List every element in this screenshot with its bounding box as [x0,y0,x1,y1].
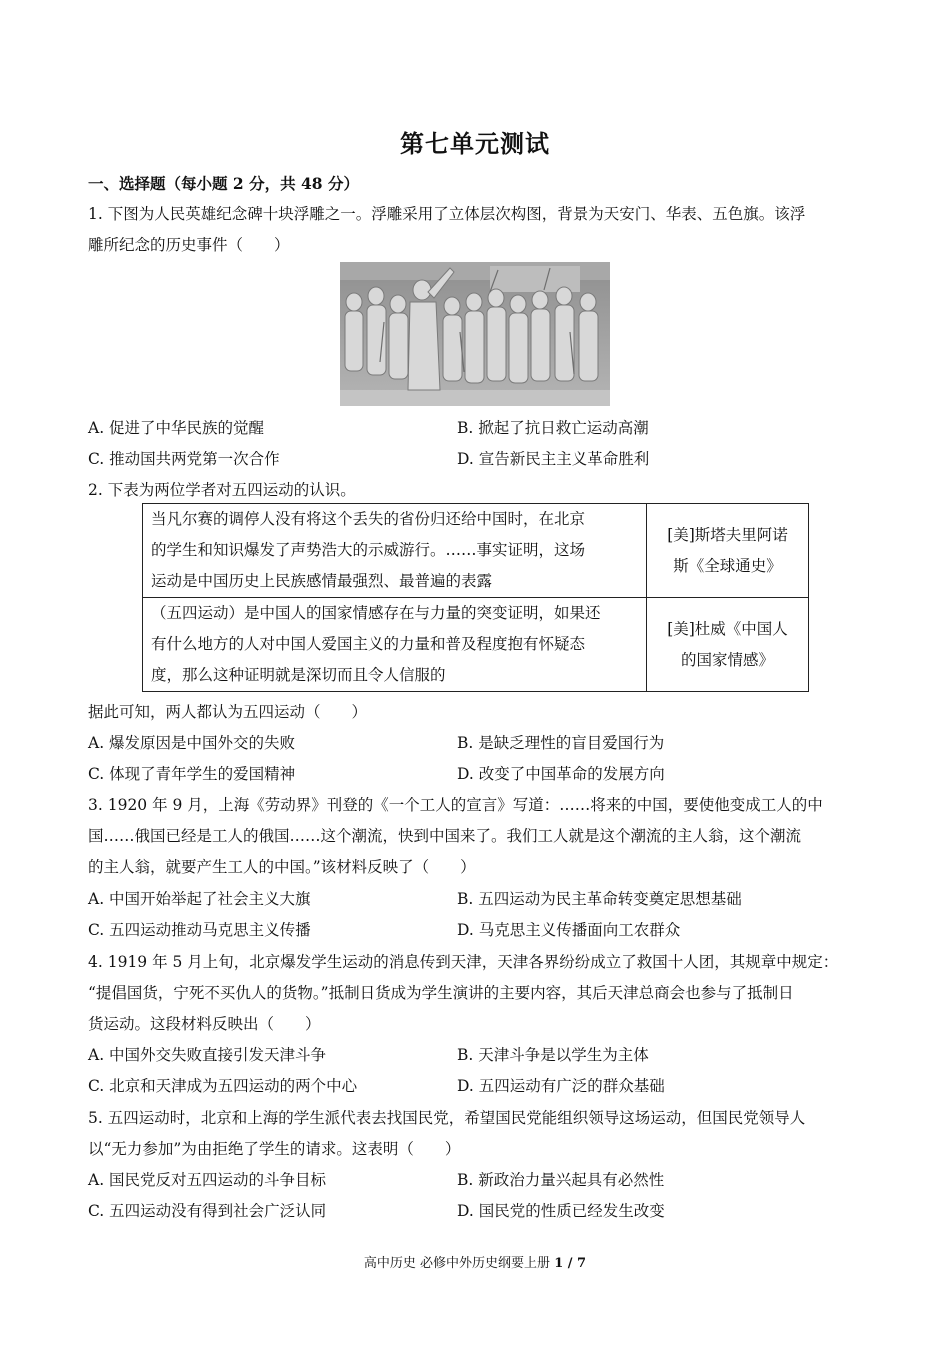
q4-option-a: A. 中国外交失败直接引发天津斗争 [88,1046,327,1064]
page-number: 1 / 7 [554,1256,587,1271]
q5-option-d: D. 国民党的性质已经发生改变 [457,1202,665,1220]
quote-source-cell [647,598,809,692]
q1-option-c: C. 推动国共两党第一次合作 [88,450,280,468]
q2-option-d: D. 改变了中国革命的发展方向 [457,765,665,783]
q3-option-c: C. 五四运动推动马克思主义传播 [88,921,311,939]
q1-option-a: A. 促进了中华民族的觉醒 [88,419,265,437]
q1-stem-line-1: 1. 下图为人民英雄纪念碑十块浮雕之一。浮雕采用了立体层次构图，背景为天安门、华表、五色旗。该浮 [88,205,806,223]
page-title: 第七单元测试 [400,129,550,158]
quote-line: 度，那么这种证明就是深切而且令人信服的 [151,666,446,684]
q3-stem-line-1: 3. 1920 年 9 月，上海《劳动界》刊登的《一个工人的宣言》写道：……将来的中国，要使他变成工人的中 [88,796,823,814]
q3-option-b: B. 五四运动为民主革命转变奠定思想基础 [457,890,742,908]
monument-relief-image [340,262,610,406]
q2-stem-line-1: 2. 下表为两位学者对五四运动的认识。 [88,481,356,499]
quote-line: 运动是中国历史上民族感情最强烈、最普遍的表露 [151,572,493,590]
page-footer [0,1252,950,1271]
q1-option-b: B. 掀起了抗日救亡运动高潮 [457,419,649,437]
q2-after-text: 据此可知，两人都认为五四运动（ ） [88,703,368,721]
q3-stem-line-3: 的主人翁，就要产生工人的中国。”该材料反映了（ ） [88,858,476,876]
quote-line: 当凡尔赛的调停人没有将这个丢失的省份归还给中国时，在北京 [151,510,586,528]
footer-text: 高中历史 必修中外历史纲要上册 [363,1256,555,1271]
q5-stem-line-1: 5. 五四运动时，北京和上海的学生派代表去找国民党，希望国民党能组织领导这场运动，但国民党领导人 [88,1109,806,1127]
q2-option-c: C. 体现了青年学生的爱国精神 [88,765,296,783]
q5-stem-line-2: 以“无力参加”为由拒绝了学生的请求。这表明（ ） [88,1140,461,1158]
quote-line: 有什么地方的人对中国人爱国主义的力量和普及程度抱有怀疑态 [151,635,586,653]
q5-option-c: C. 五四运动没有得到社会广泛认同 [88,1202,327,1220]
q2-option-b: B. 是缺乏理性的盲目爱国行为 [457,734,665,752]
q3-stem-line-2: 国……俄国已经是工人的俄国……这个潮流，快到中国来了。我们工人就是这个潮流的主人翁，这个潮流 [88,827,802,845]
table-row [143,504,809,598]
source-line: 的国家情感》 [680,650,774,669]
q4-option-b: B. 天津斗争是以学生为主体 [457,1046,649,1064]
q2-option-a: A. 爆发原因是中国外交的失败 [88,734,296,752]
source-line: [美]斯塔夫里阿诺 [667,525,788,544]
q4-option-d: D. 五四运动有广泛的群众基础 [457,1077,665,1095]
quote-line: 的学生和知识爆发了声势浩大的示威游行。……事实证明，这场 [151,541,586,559]
source-line: 斯《全球通史》 [673,556,782,575]
q5-option-a: A. 国民党反对五四运动的斗争目标 [88,1171,327,1189]
q1-option-d: D. 宣告新民主主义革命胜利 [457,450,650,468]
q4-option-c: C. 北京和天津成为五四运动的两个中心 [88,1077,358,1095]
section-heading: 一、选择题（每小题 2 分，共 48 分） [88,174,359,193]
quote-text-cell [143,504,647,598]
q2-quote-table [142,503,809,692]
quote-source-cell [647,504,809,598]
q3-option-a: A. 中国开始举起了社会主义大旗 [88,890,311,908]
q3-option-d: D. 马克思主义传播面向工农群众 [457,921,681,939]
q4-stem-line-3: 货运动。这段材料反映出（ ） [88,1015,321,1033]
table-row [143,598,809,692]
q4-stem-line-2: “提倡国货，宁死不买仇人的货物。”抵制日货成为学生演讲的主要内容，其后天津总商会也参与了抵制日 [88,984,794,1002]
q1-stem-line-2: 雕所纪念的历史事件（ ） [88,236,290,254]
quote-line: （五四运动）是中国人的国家情感存在与力量的突变证明，如果还 [151,604,601,622]
source-line: [美]杜威《中国人 [667,619,788,638]
q5-option-b: B. 新政治力量兴起具有必然性 [457,1171,665,1189]
quote-text-cell [143,598,647,692]
q4-stem-line-1: 4. 1919 年 5 月上旬，北京爆发学生运动的消息传到天津，天津各界纷纷成立了救国十人团，其规章中规定： [88,953,839,971]
